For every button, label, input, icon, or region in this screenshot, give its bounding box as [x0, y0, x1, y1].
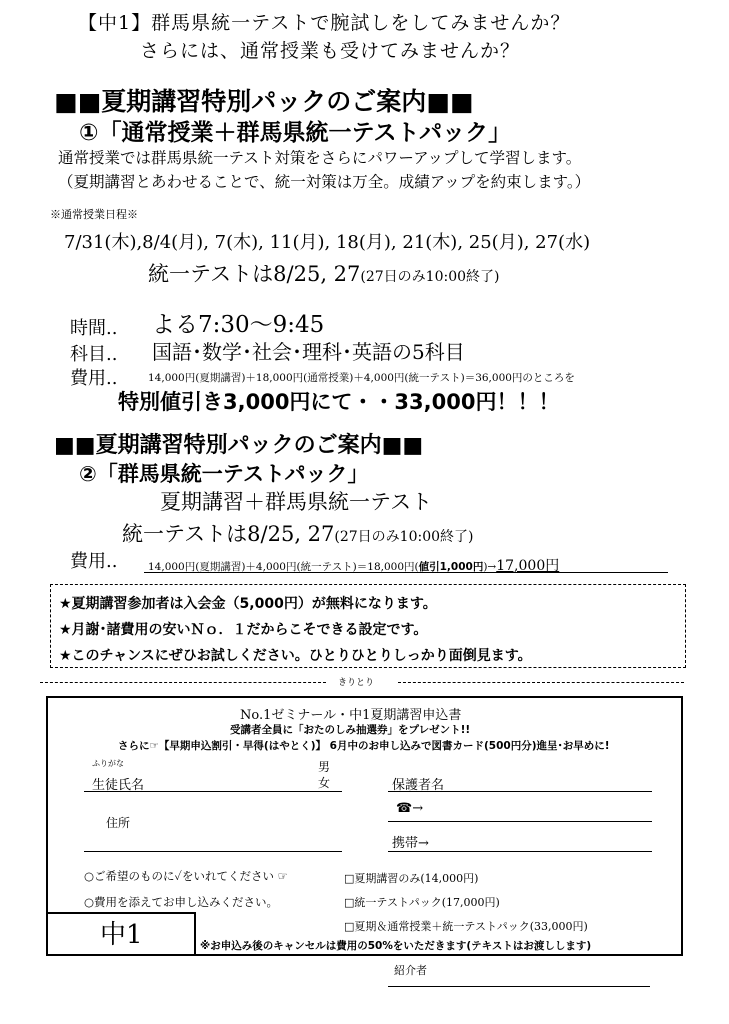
- special-price: 特別値引き3,000円にて・・33,000円！！！: [118, 390, 560, 414]
- section1-description-2: （夏期講習とあわせることで、統一対策は万全。成績アップを約束します。）: [58, 173, 591, 191]
- telephone-arrow: →: [412, 801, 424, 816]
- pointing-hand-icon: ☞: [277, 869, 288, 883]
- telephone-field[interactable]: [388, 821, 652, 822]
- fee-underline: [144, 572, 668, 573]
- header-line-2: さらには、通常授業も受けてみませんか？: [140, 40, 521, 62]
- header-line-1: 【中1】群馬県統一テストで腕試しをしてみませんか？: [78, 12, 571, 34]
- cut-line-left: [40, 682, 326, 683]
- introducer-field[interactable]: [388, 986, 650, 987]
- info-line-2: ★月謝･諸費用の安いＮｏ．１だからこそできる設定です。: [59, 622, 428, 638]
- form-present-note: 受講者全員に「おたのしみ抽選券」をプレゼント!!: [230, 724, 471, 736]
- mobile-field[interactable]: [388, 851, 652, 852]
- fee-breakdown: 14,000円(夏期講習)＋4,000円(統一テスト)＝18,000円(: [148, 561, 419, 573]
- section2-subtitle: ②「群馬県統一テストパック」: [79, 462, 369, 486]
- address-field[interactable]: [84, 851, 342, 852]
- check-instruction: [84, 868, 288, 884]
- option-full-pack[interactable]: □夏期＆通常授業＋統一テストパック(33,000円): [344, 920, 588, 933]
- schedule-note: ※通常授業日程※: [50, 208, 138, 221]
- time-value: よる7:30～9:45: [152, 312, 325, 338]
- form-title: No.1ゼミナール・中1夏期講習申込書: [240, 708, 462, 723]
- gender-female[interactable]: 女: [318, 776, 331, 790]
- time-label: 時間..: [70, 318, 118, 339]
- info-line-3: ★このチャンスにぜひお試しください。ひとりひとりしっかり面倒見ます。: [59, 648, 532, 664]
- gender-male[interactable]: 男: [318, 760, 331, 774]
- guardian-name-field[interactable]: [388, 791, 652, 792]
- grade-label: 中1: [100, 920, 143, 950]
- student-name-field[interactable]: [84, 791, 342, 792]
- cut-label: きりとり: [338, 678, 375, 688]
- section2-title: ■■夏期講習特別パックのご案内■■: [54, 433, 424, 458]
- section1-test-dates: [148, 258, 499, 288]
- section2-test-dates: [122, 518, 473, 548]
- option-summer-only[interactable]: □夏期講習のみ(14,000円): [344, 872, 479, 885]
- info-box: [50, 584, 686, 668]
- info-line-1: ★夏期講習参加者は入会金（5,000円）が無料になります。: [59, 596, 437, 612]
- section1-description-1: 通常授業では群馬県統一テスト対策をさらにパワーアップして学習します。: [58, 149, 582, 167]
- test-dates-main: 統一テストは8/25, 27: [122, 522, 335, 546]
- mobile-label: 携帯→: [392, 836, 429, 851]
- telephone-label: [396, 801, 423, 816]
- fee-label: 費用..: [70, 551, 118, 572]
- section1-title: ■■夏期講習特別パックのご案内■■: [54, 87, 474, 116]
- section1-subtitle: ①「通常授業＋群馬県統一テストパック」: [79, 120, 512, 146]
- early-prefix: さらに: [118, 740, 150, 752]
- discount: 値引1,000円: [418, 561, 484, 573]
- fee-instruction: ○費用を添えてお申し込みください。: [84, 895, 279, 909]
- address-label: 住所: [106, 816, 131, 830]
- form-early-discount: [118, 738, 610, 753]
- test-dates-note: (27日のみ10:00終了): [360, 269, 500, 285]
- subject-label: 科目..: [70, 344, 118, 365]
- check-instruction-text: ○ご希望のものに✓をいれてください: [84, 869, 274, 883]
- introducer-label: 紹介者: [394, 964, 427, 977]
- final-price: 17,000円: [496, 558, 560, 574]
- test-dates-main: 統一テストは8/25, 27: [148, 262, 361, 286]
- option-test-pack[interactable]: □統一テストパック(17,000円): [344, 896, 500, 909]
- pointing-hand-icon: ☞: [149, 740, 159, 752]
- guardian-name-label: 保護者名: [392, 778, 445, 793]
- schedule-dates: 7/31(木),8/4(月), 7(木), 11(月), 18(月), 21(木), 25(月), 27(水): [64, 232, 591, 253]
- fee-detail: 14,000円(夏期講習)＋18,000円(通常授業)＋4,000円(統一テスト)＝36,000円のところを: [148, 372, 575, 384]
- early-text: 【早期申込割引・早得(はやとく)】 6月中のお申し込みで図書カード(500円分)進呈･お早めに!: [158, 740, 610, 752]
- cancel-policy: ※お申込み後のキャンセルは費用の50%をいただきます(テキストはお渡しします): [200, 940, 592, 952]
- subject-value: 国語･数学･社会･理科･英語の5科目: [152, 340, 465, 364]
- telephone-icon: ☎: [396, 801, 413, 816]
- fee-label: 費用..: [70, 368, 118, 389]
- test-dates-note: (27日のみ10:00終了): [334, 529, 474, 545]
- student-name-label: 生徒氏名: [92, 778, 145, 793]
- cut-line-right: [398, 682, 684, 683]
- section2-package-line: 夏期講習＋群馬県統一テスト: [160, 490, 433, 514]
- furigana-label: ふりがな: [92, 759, 124, 768]
- arrow: )→: [483, 561, 497, 573]
